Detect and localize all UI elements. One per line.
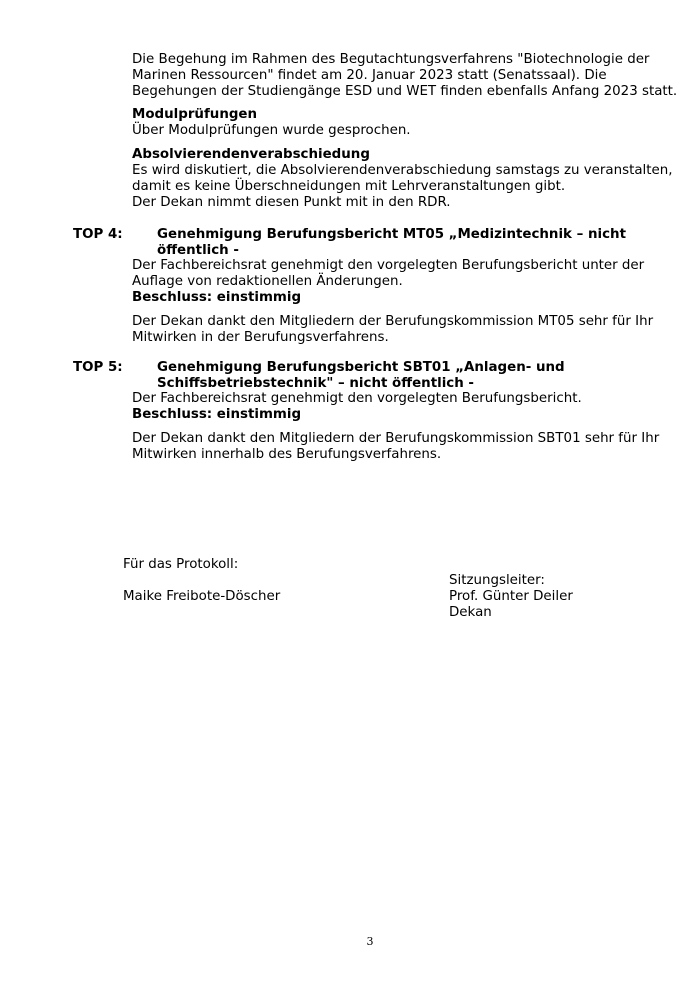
intro-line: Begehungen der Studiengänge ESD und WET finden ebenfalls Anfang 2023 statt.	[132, 84, 678, 99]
absolvierenden-line: damit es keine Überschneidungen mit Lehrveranstaltungen gibt.	[132, 179, 566, 194]
protocol-name: Maike Freibote-Döscher	[123, 589, 281, 604]
top4-decision: Beschluss: einstimmig	[132, 290, 302, 305]
chair-role: Dekan	[449, 605, 492, 620]
top5-thanks-line: Der Dekan dankt den Mitgliedern der Berufungskommission SBT01 sehr für Ihr	[132, 431, 660, 446]
top5-decision: Beschluss: einstimmig	[132, 407, 302, 422]
top5-title	[157, 360, 565, 392]
top4-title-line: öffentlich -	[157, 243, 239, 258]
modulpruefungen-section	[132, 107, 677, 139]
top5-thanks	[132, 431, 677, 463]
intro-line: Die Begehung im Rahmen des Begutachtungsverfahrens "Biotechnologie der	[132, 52, 650, 67]
top5-body	[132, 391, 677, 423]
chair-name: Prof. Günter Deiler	[449, 589, 573, 604]
top4-text-line: Der Fachbereichsrat genehmigt den vorgelegten Berufungsbericht unter der	[132, 258, 645, 273]
modulpruefungen-text: Über Modulprüfungen wurde gesprochen.	[132, 123, 411, 138]
absolvierenden-line: Der Dekan nimmt diesen Punkt mit in den RDR.	[132, 195, 451, 210]
chair-label: Sitzungsleiter:	[449, 573, 545, 588]
top4-label: TOP 4:	[73, 227, 123, 242]
top4-text-line: Auflage von redaktionellen Änderungen.	[132, 274, 403, 289]
top5-title-line: Schiffsbetriebstechnik" – nicht öffentlich -	[157, 376, 474, 391]
protocol-label: Für das Protokoll:	[123, 557, 239, 572]
top5-text-line: Der Fachbereichsrat genehmigt den vorgelegten Berufungsbericht.	[132, 391, 582, 406]
intro-line: Marinen Ressourcen" findet am 20. Januar 2023 statt (Senatssaal). Die	[132, 68, 607, 83]
intro-paragraph	[132, 52, 677, 100]
top4-title-line: Genehmigung Berufungsbericht MT05 „Medizintechnik – nicht	[157, 227, 626, 242]
top5-label: TOP 5:	[73, 360, 123, 375]
absolvierenden-line: Es wird diskutiert, die Absolvierendenverabschiedung samstags zu veranstalten,	[132, 163, 673, 178]
top4-thanks-line: Der Dekan dankt den Mitgliedern der Berufungskommission MT05 sehr für Ihr	[132, 314, 654, 329]
page-number: 3	[366, 935, 374, 948]
absolvierenden-section	[132, 147, 677, 211]
modulpruefungen-heading: Modulprüfungen	[132, 107, 258, 122]
top4-title	[157, 227, 626, 259]
top5-thanks-line: Mitwirken innerhalb des Berufungsverfahrens.	[132, 447, 442, 462]
top5-title-line: Genehmigung Berufungsbericht SBT01 „Anlagen- und	[157, 360, 565, 375]
top4-thanks-line: Mitwirken in der Berufungsverfahrens.	[132, 330, 389, 345]
top4-body	[132, 258, 677, 306]
top4-thanks	[132, 314, 677, 346]
absolvierenden-heading: Absolvierendenverabschiedung	[132, 147, 370, 162]
